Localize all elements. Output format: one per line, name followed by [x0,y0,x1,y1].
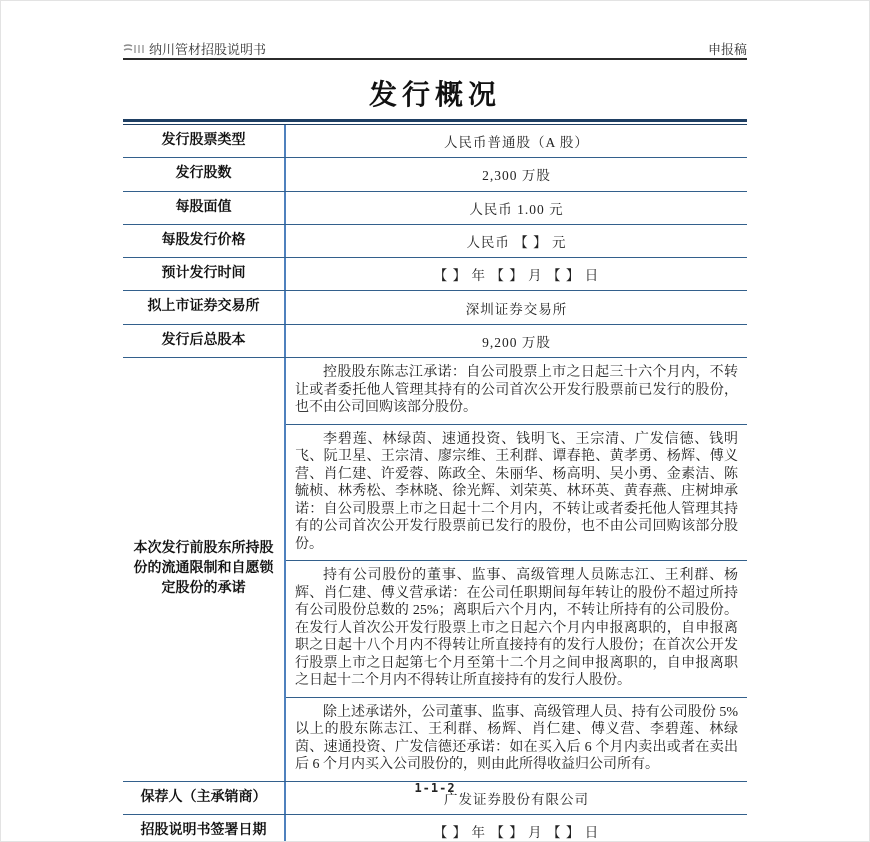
commitment-body [286,358,747,781]
header-left [123,39,266,58]
row-value-signing-date: 【 】 年 【 】 月 【 】 日 [433,825,600,841]
commitment-paragraph-1: 控股股东陈志江承诺：自公司股票上市之日起三十六个月内，不转让或者委托他人管理其持有的公司首次公开发行股票前已发行的股份，也不由公司回购该部分股份。 [286,358,747,425]
row-label-post-issue-capital: 发行后总股本 [123,325,286,357]
issuance-overview-table [123,119,747,842]
commitment-paragraph-4: 除上述承诺外，公司董事、监事、高级管理人员、持有公司股份 5%以上的股东陈志江、王利群、杨辉、肖仁建、傅义营、李碧莲、林绿茵、速通投资、广发信德还承诺：如在买入后 6 个月内卖出或者在卖出后 6 个月内买入公司股份的，则由此所得收益归公司所有。 [295,704,738,773]
row-value-par-value: 人民币 1.00 元 [469,201,564,217]
draft-stage-label: 申报稿 [707,42,747,57]
commitment-row [123,358,747,782]
row-label-issue-date: 预计发行时间 [123,258,286,290]
running-header [123,39,747,58]
row-label-sponsor: 保荐人（主承销商） [123,782,286,814]
row-label-par-value: 每股面值 [123,192,286,224]
table-row [123,815,747,842]
table-row [123,125,747,158]
row-value-post-issue-capital: 9,200 万股 [482,334,551,350]
row-value-issue-date: 【 】 年 【 】 月 【 】 日 [433,268,600,284]
table-row [123,192,747,225]
commitment-label: 本次发行前股东所持股份的流通限制和自愿锁定股份的承诺 [123,358,286,781]
row-label-exchange: 拟上市证券交易所 [123,291,286,323]
table-row [123,291,747,324]
doc-header-title: 纳川管材招股说明书 [149,42,267,57]
row-label-share-type: 发行股票类型 [123,125,286,157]
row-label-issue-price: 每股发行价格 [123,225,286,257]
table-row [123,225,747,258]
company-logo-icon [123,43,145,55]
page-number: 1-1-2 [414,781,456,795]
row-value-exchange: 深圳证券交易所 [465,301,568,317]
row-value-issue-price: 人民币 【 】 元 [466,235,567,251]
commitment-paragraph-2: 李碧莲、林绿茵、速通投资、钱明飞、王宗清、广发信德、钱明飞、阮卫星、王宗清、廖宗维、王利群、谭春艳、黄孝勇、杨辉、傅义营、肖仁建、许爱蓉、陈政全、朱丽华、杨高明、吴小勇、金素洁、陈毓桢、林秀松、李林晓、徐光辉、刘荣英、林环英、黄春燕、庄树坤承诺：自公司股票上市之日起十二个月内，不转让或者委托他人管理其持有的公司首次公开发行股票前已发行的股份，也不由公司回购该部分股份。 [286,425,747,562]
row-label-signing-date: 招股说明书签署日期 [123,815,286,842]
row-value-share-count: 2,300 万股 [482,168,551,184]
table-row [123,158,747,191]
row-value-sponsor: 广发证券股份有限公司 [444,791,589,807]
commitment-paragraph-3: 持有公司股份的董事、监事、高级管理人员陈志江、王利群、杨辉、肖仁建、傅义营承诺：在公司任职期间每年转让的股份不超过所持有公司股份总数的 25%；离职后六个月内，不转让所持有的公司股份。在发行人首次公开发行股票上市之日起六个月内申报离职的，自申报离职之日起十八个月内不得转让所直接持有的发行人股份；在首次公开发行股票上市之日起第七个月至第十二个月之间申报离职的，自申报离职之日起十二个月内不得转让所直接持有的发行人股份。 [286,561,747,698]
table-row [123,325,747,358]
table-row [123,258,747,291]
row-value-share-type: 人民币普通股（A 股） [444,135,589,151]
page-title: 发行概况 [368,80,501,111]
row-label-share-count: 发行股数 [123,158,286,190]
header-divider [123,58,747,60]
